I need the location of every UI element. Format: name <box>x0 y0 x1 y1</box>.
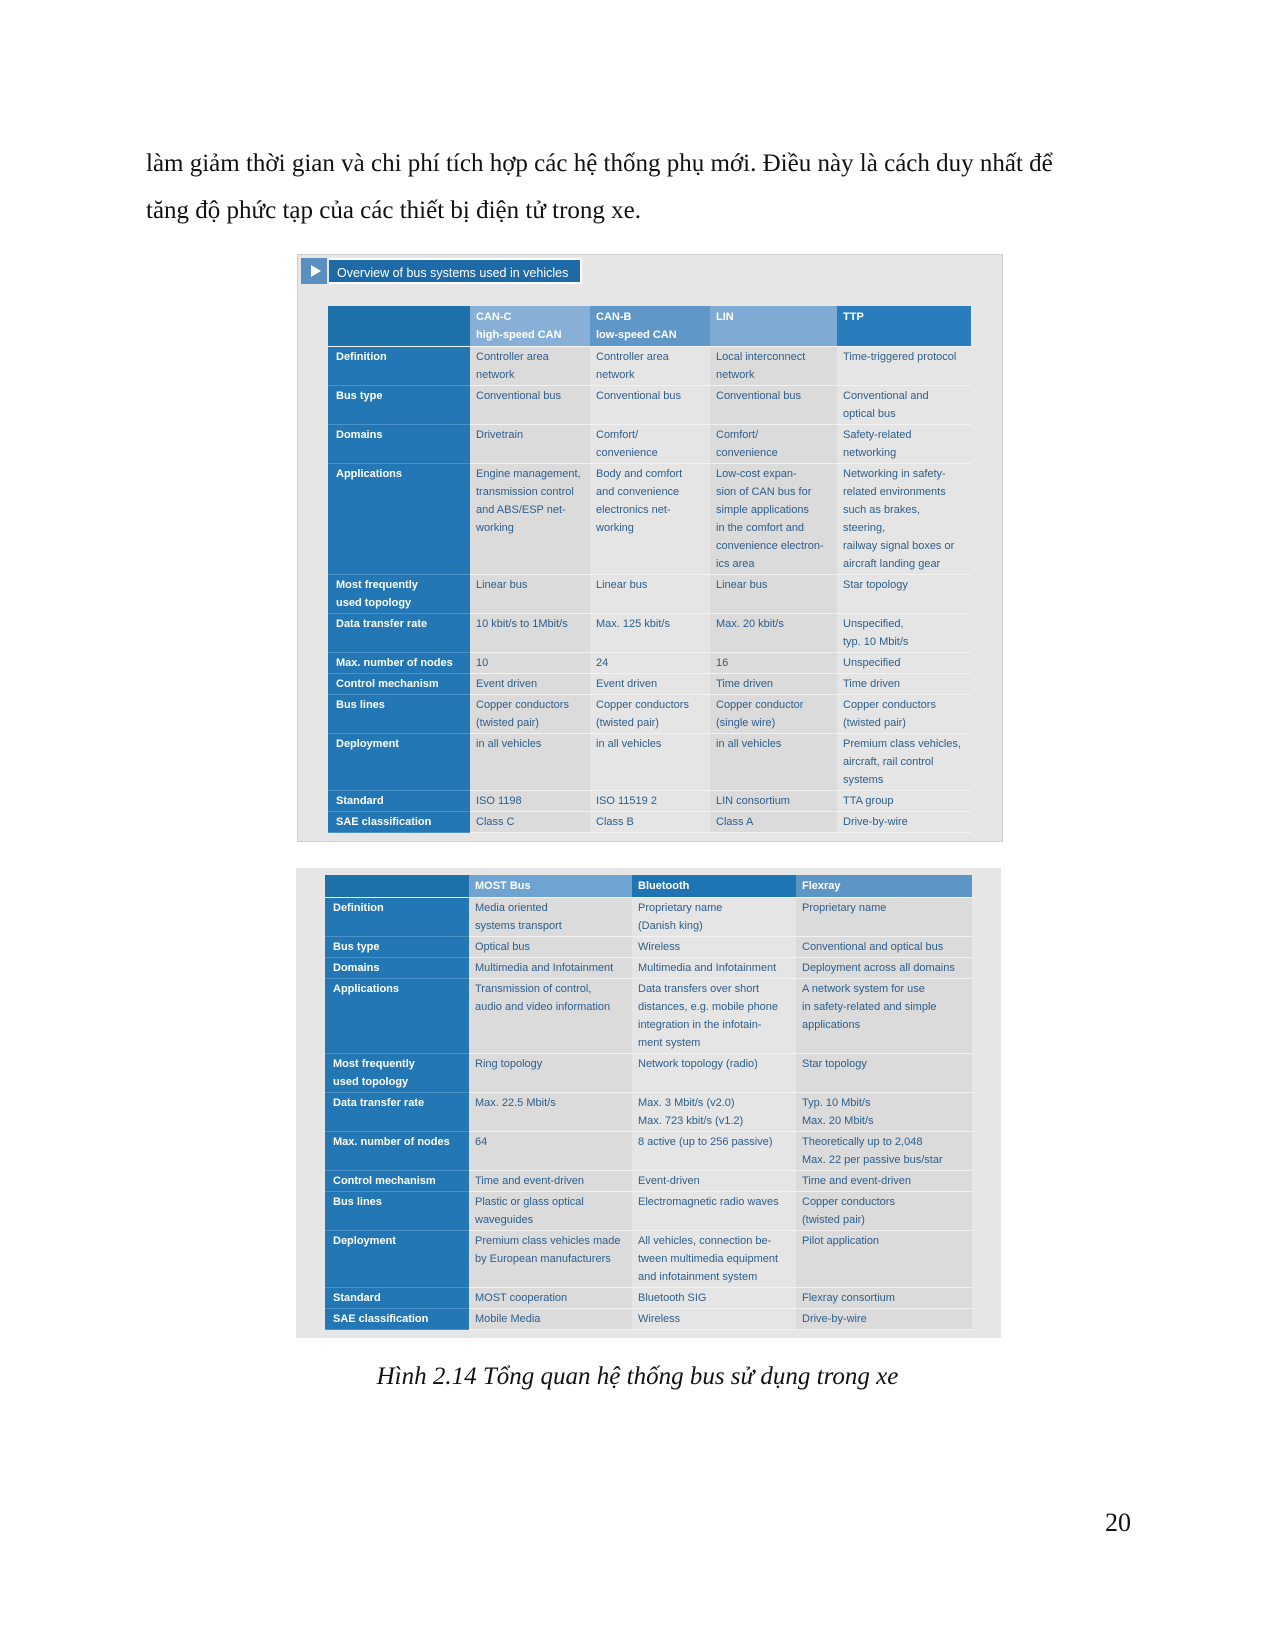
table-cell: Premium class vehicles, aircraft, rail control systems <box>837 734 971 791</box>
table-cell: Optical bus <box>469 937 632 958</box>
page-number: 20 <box>1105 1508 1131 1537</box>
row-header: Standard <box>328 791 470 812</box>
row-header: SAE classification <box>325 1309 469 1330</box>
table-cell: Time and event-driven <box>469 1171 632 1192</box>
table-row <box>325 1288 972 1309</box>
row-header: Bus lines <box>325 1192 469 1231</box>
table-cell: Class A <box>710 812 837 833</box>
table-cell: Electromagnetic radio waves <box>632 1192 796 1231</box>
table-cell: A network system for use in safety-related and simple applications <box>796 979 972 1054</box>
table-cell: Deployment across all domains <box>796 958 972 979</box>
table-cell: All vehicles, connection be- tween multimedia equipment and infotainment system <box>632 1231 796 1288</box>
table-row <box>325 937 972 958</box>
table-cell: Linear bus <box>470 575 590 614</box>
figure-title: Overview of bus systems used in vehicles <box>329 258 582 284</box>
table-cell: LIN consortium <box>710 791 837 812</box>
table-row <box>328 653 971 674</box>
column-header: CAN-C high-speed CAN <box>470 306 590 347</box>
table-cell: Star topology <box>796 1054 972 1093</box>
figure-caption: Hình 2.14 Tổng quan hệ thống bus sử dụng trong xe <box>376 1363 899 1390</box>
table-row <box>328 614 971 653</box>
row-header: Deployment <box>325 1231 469 1288</box>
row-header: Deployment <box>328 734 470 791</box>
table-cell: Body and comfort and convenience electronics net- working <box>590 464 710 575</box>
table-cell: Unspecified <box>837 653 971 674</box>
table-row <box>325 1132 972 1171</box>
table-cell: Copper conductors (twisted pair) <box>470 695 590 734</box>
table-cell: Media oriented systems transport <box>469 898 632 937</box>
table-cell: Controller area network <box>470 347 590 386</box>
table-cell: Copper conductors (twisted pair) <box>796 1192 972 1231</box>
table-cell: in all vehicles <box>710 734 837 791</box>
column-header: CAN-B low-speed CAN <box>590 306 710 347</box>
table-row <box>328 734 971 791</box>
table-cell: Copper conductors (twisted pair) <box>590 695 710 734</box>
table-row <box>328 812 971 833</box>
table-cell: Multimedia and Infotainment <box>632 958 796 979</box>
table-cell: Data transfers over short distances, e.g. mobile phone integration in the infotain- ment system <box>632 979 796 1054</box>
table-cell: Star topology <box>837 575 971 614</box>
table-cell: Linear bus <box>710 575 837 614</box>
table-cell: Linear bus <box>590 575 710 614</box>
table-cell: 10 kbit/s to 1Mbit/s <box>470 614 590 653</box>
table-cell: 64 <box>469 1132 632 1171</box>
row-header: SAE classification <box>328 812 470 833</box>
table-corner <box>328 306 470 347</box>
column-header: TTP <box>837 306 971 347</box>
table-cell: 16 <box>710 653 837 674</box>
table-cell: Low-cost expan- sion of CAN bus for simple applications in the comfort and convenience electron- ics area <box>710 464 837 575</box>
row-header: Data transfer rate <box>328 614 470 653</box>
row-header: Domains <box>325 958 469 979</box>
table-cell: Safety-related networking <box>837 425 971 464</box>
table-cell: Copper conductor (single wire) <box>710 695 837 734</box>
row-header: Max. number of nodes <box>325 1132 469 1171</box>
table-cell: 8 active (up to 256 passive) <box>632 1132 796 1171</box>
table-corner <box>325 875 469 898</box>
row-header: Bus type <box>328 386 470 425</box>
column-header: LIN <box>710 306 837 347</box>
play-arrow-icon <box>301 258 327 284</box>
table-cell: Time driven <box>837 674 971 695</box>
column-header: MOST Bus <box>469 875 632 898</box>
row-header: Domains <box>328 425 470 464</box>
table-cell: Time and event-driven <box>796 1171 972 1192</box>
row-header: Most frequently used topology <box>325 1054 469 1093</box>
table-row <box>328 386 971 425</box>
table-cell: Engine management, transmission control and ABS/ESP net- working <box>470 464 590 575</box>
row-header: Control mechanism <box>325 1171 469 1192</box>
table-cell: Unspecified, typ. 10 Mbit/s <box>837 614 971 653</box>
row-header: Data transfer rate <box>325 1093 469 1132</box>
table-row <box>325 1093 972 1132</box>
column-header: Bluetooth <box>632 875 796 898</box>
table-row <box>325 1309 972 1330</box>
table-cell: Comfort/ convenience <box>590 425 710 464</box>
table-row <box>325 898 972 937</box>
table-row <box>328 464 971 575</box>
table-cell: Max. 22.5 Mbit/s <box>469 1093 632 1132</box>
table-cell: Max. 3 Mbit/s (v2.0) Max. 723 kbit/s (v1.2) <box>632 1093 796 1132</box>
row-header: Definition <box>325 898 469 937</box>
table-row <box>328 575 971 614</box>
figure-title-bar <box>301 258 582 284</box>
table-cell: Conventional and optical bus <box>796 937 972 958</box>
table-cell: Conventional bus <box>710 386 837 425</box>
table-cell: Controller area network <box>590 347 710 386</box>
table-row <box>328 425 971 464</box>
column-header: Flexray <box>796 875 972 898</box>
table-cell: Networking in safety- related environments such as brakes, steering, railway signal boxes or aircraft landing gear <box>837 464 971 575</box>
table-cell: Comfort/ convenience <box>710 425 837 464</box>
table-cell: Time-triggered protocol <box>837 347 971 386</box>
table-cell: in all vehicles <box>470 734 590 791</box>
table-cell: Multimedia and Infotainment <box>469 958 632 979</box>
table-cell: Proprietary name <box>796 898 972 937</box>
row-header: Max. number of nodes <box>328 653 470 674</box>
table-cell: Network topology (radio) <box>632 1054 796 1093</box>
table-cell: Event driven <box>470 674 590 695</box>
table-row <box>325 979 972 1054</box>
figure-bus-overview-2 <box>296 868 1001 1338</box>
body-text-line-1: làm giảm thời gian và chi phí tích hợp các hệ thống phụ mới. Điều này là cách duy nhất để <box>146 150 1053 177</box>
table-cell: in all vehicles <box>590 734 710 791</box>
row-header: Standard <box>325 1288 469 1309</box>
table-cell: 10 <box>470 653 590 674</box>
table-cell: MOST cooperation <box>469 1288 632 1309</box>
table-cell: Typ. 10 Mbit/s Max. 20 Mbit/s <box>796 1093 972 1132</box>
table-cell: Drivetrain <box>470 425 590 464</box>
table-row <box>328 695 971 734</box>
table-cell: 24 <box>590 653 710 674</box>
table-cell: Mobile Media <box>469 1309 632 1330</box>
table-cell: ISO 11519 2 <box>590 791 710 812</box>
row-header: Applications <box>328 464 470 575</box>
bus-systems-table-1 <box>328 306 971 833</box>
table-cell: Plastic or glass optical waveguides <box>469 1192 632 1231</box>
table-row <box>325 1171 972 1192</box>
table-cell: TTA group <box>837 791 971 812</box>
table-cell: Event-driven <box>632 1171 796 1192</box>
table-cell: Drive-by-wire <box>796 1309 972 1330</box>
table-cell: Drive-by-wire <box>837 812 971 833</box>
table-cell: Max. 125 kbit/s <box>590 614 710 653</box>
table-row <box>325 1192 972 1231</box>
table-cell: Event driven <box>590 674 710 695</box>
table-cell: Bluetooth SIG <box>632 1288 796 1309</box>
table-cell: Wireless <box>632 1309 796 1330</box>
bus-systems-table-2 <box>325 875 972 1330</box>
table-row <box>325 1054 972 1093</box>
table-cell: Class B <box>590 812 710 833</box>
table-cell: Premium class vehicles made by European manufacturers <box>469 1231 632 1288</box>
row-header: Bus type <box>325 937 469 958</box>
table-row <box>325 958 972 979</box>
table-cell: Flexray consortium <box>796 1288 972 1309</box>
row-header: Definition <box>328 347 470 386</box>
table-cell: Copper conductors (twisted pair) <box>837 695 971 734</box>
table-cell: Conventional bus <box>590 386 710 425</box>
row-header: Most frequently used topology <box>328 575 470 614</box>
table-cell: Pilot application <box>796 1231 972 1288</box>
table-cell: Conventional and optical bus <box>837 386 971 425</box>
row-header: Bus lines <box>328 695 470 734</box>
table-cell: Proprietary name (Danish king) <box>632 898 796 937</box>
row-header: Control mechanism <box>328 674 470 695</box>
table-cell: Wireless <box>632 937 796 958</box>
table-row <box>328 791 971 812</box>
body-text-line-2: tăng độ phức tạp của các thiết bị điện tử trong xe. <box>146 197 641 224</box>
table-cell: Local interconnect network <box>710 347 837 386</box>
table-cell: Ring topology <box>469 1054 632 1093</box>
figure-bus-overview-1 <box>297 254 1003 842</box>
table-cell: Class C <box>470 812 590 833</box>
table-cell: ISO 1198 <box>470 791 590 812</box>
row-header: Applications <box>325 979 469 1054</box>
table-cell: Transmission of control, audio and video information <box>469 979 632 1054</box>
table-cell: Max. 20 kbit/s <box>710 614 837 653</box>
table-row <box>325 1231 972 1288</box>
table-cell: Time driven <box>710 674 837 695</box>
table-cell: Theoretically up to 2,048 Max. 22 per passive bus/star <box>796 1132 972 1171</box>
table-row <box>328 347 971 386</box>
table-cell: Conventional bus <box>470 386 590 425</box>
table-row <box>328 674 971 695</box>
